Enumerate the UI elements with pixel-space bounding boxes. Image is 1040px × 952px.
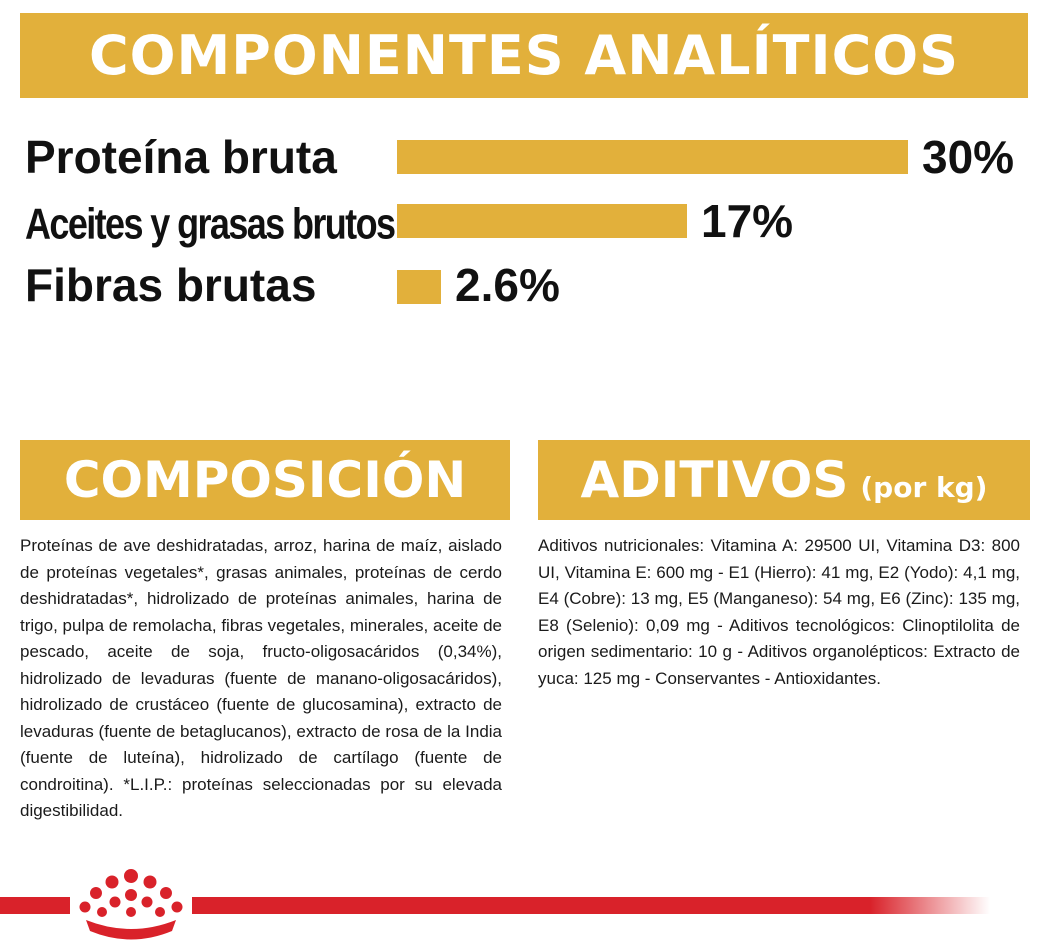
additives-text: Aditivos nutricionales: Vitamina A: 29500 UI, Vitamina D3: 800 UI, Vitamina E: 600 mg - E1 (Hierro): 41 mg, E2 (Yodo): 4,1 mg, E4 (Cobre): 13 mg, E5 (Manganeso): 54 mg, E6 (Zinc): 135 mg, E8 (Selenio): 0,09 mg - Aditivos tecnológicos: Clinoptilolita de origen sedimentario: 10 g - Aditivos organolépticos: Extracto de yuca: 125 mg - Conservantes - Antioxidantes. (538, 536, 1020, 688)
royal-crown-icon (72, 868, 190, 948)
analytic-components-banner (20, 13, 1028, 98)
composition-title: COMPOSICIÓN (63, 451, 467, 509)
composition-banner (20, 440, 510, 520)
row-label-fiber: Fibras brutas (25, 259, 317, 311)
footer-line-left (0, 897, 70, 914)
row-label-fats: Aceites y grasas brutos (25, 199, 395, 249)
bar-fats (397, 204, 687, 238)
pct-fats: 17% (701, 195, 794, 247)
pct-fiber: 2.6% (455, 259, 560, 311)
additives-banner (538, 440, 1030, 520)
additives-title: ADITIVOS (580, 451, 849, 509)
analytic-components-title: COMPONENTES ANALÍTICOS (88, 24, 960, 87)
row-label-protein: Proteína bruta (25, 131, 337, 183)
footer-line-right (192, 897, 990, 914)
composition-text: Proteínas de ave deshidratadas, arroz, harina de maíz, aislado de proteínas vegetales*, grasas animales, proteínas de cerdo deshidratadas*, hidrolizado de proteínas animales, harina de trigo, pulpa de remolacha, fibras vegetales, minerales, aceite de pescado, aceite de soja, fructo-oligosacáridos (0,34%), hidrolizado de levaduras (fuente de manano-oligosacáridos), hidrolizado de crustáceo (fuente de glucosamina), extracto de levaduras (fuente de betaglucanos), extracto de rosa de la India (fuente de luteína), hidrolizado de cartílago (fuente de condroitina). *L.I.P.: proteínas seleccionadas por su elevada digestibilidad. (20, 536, 502, 820)
pct-protein: 30% (922, 131, 1015, 183)
bar-fiber (397, 270, 441, 304)
bar-protein (397, 140, 908, 174)
additives-subtitle: (por kg) (860, 470, 988, 504)
